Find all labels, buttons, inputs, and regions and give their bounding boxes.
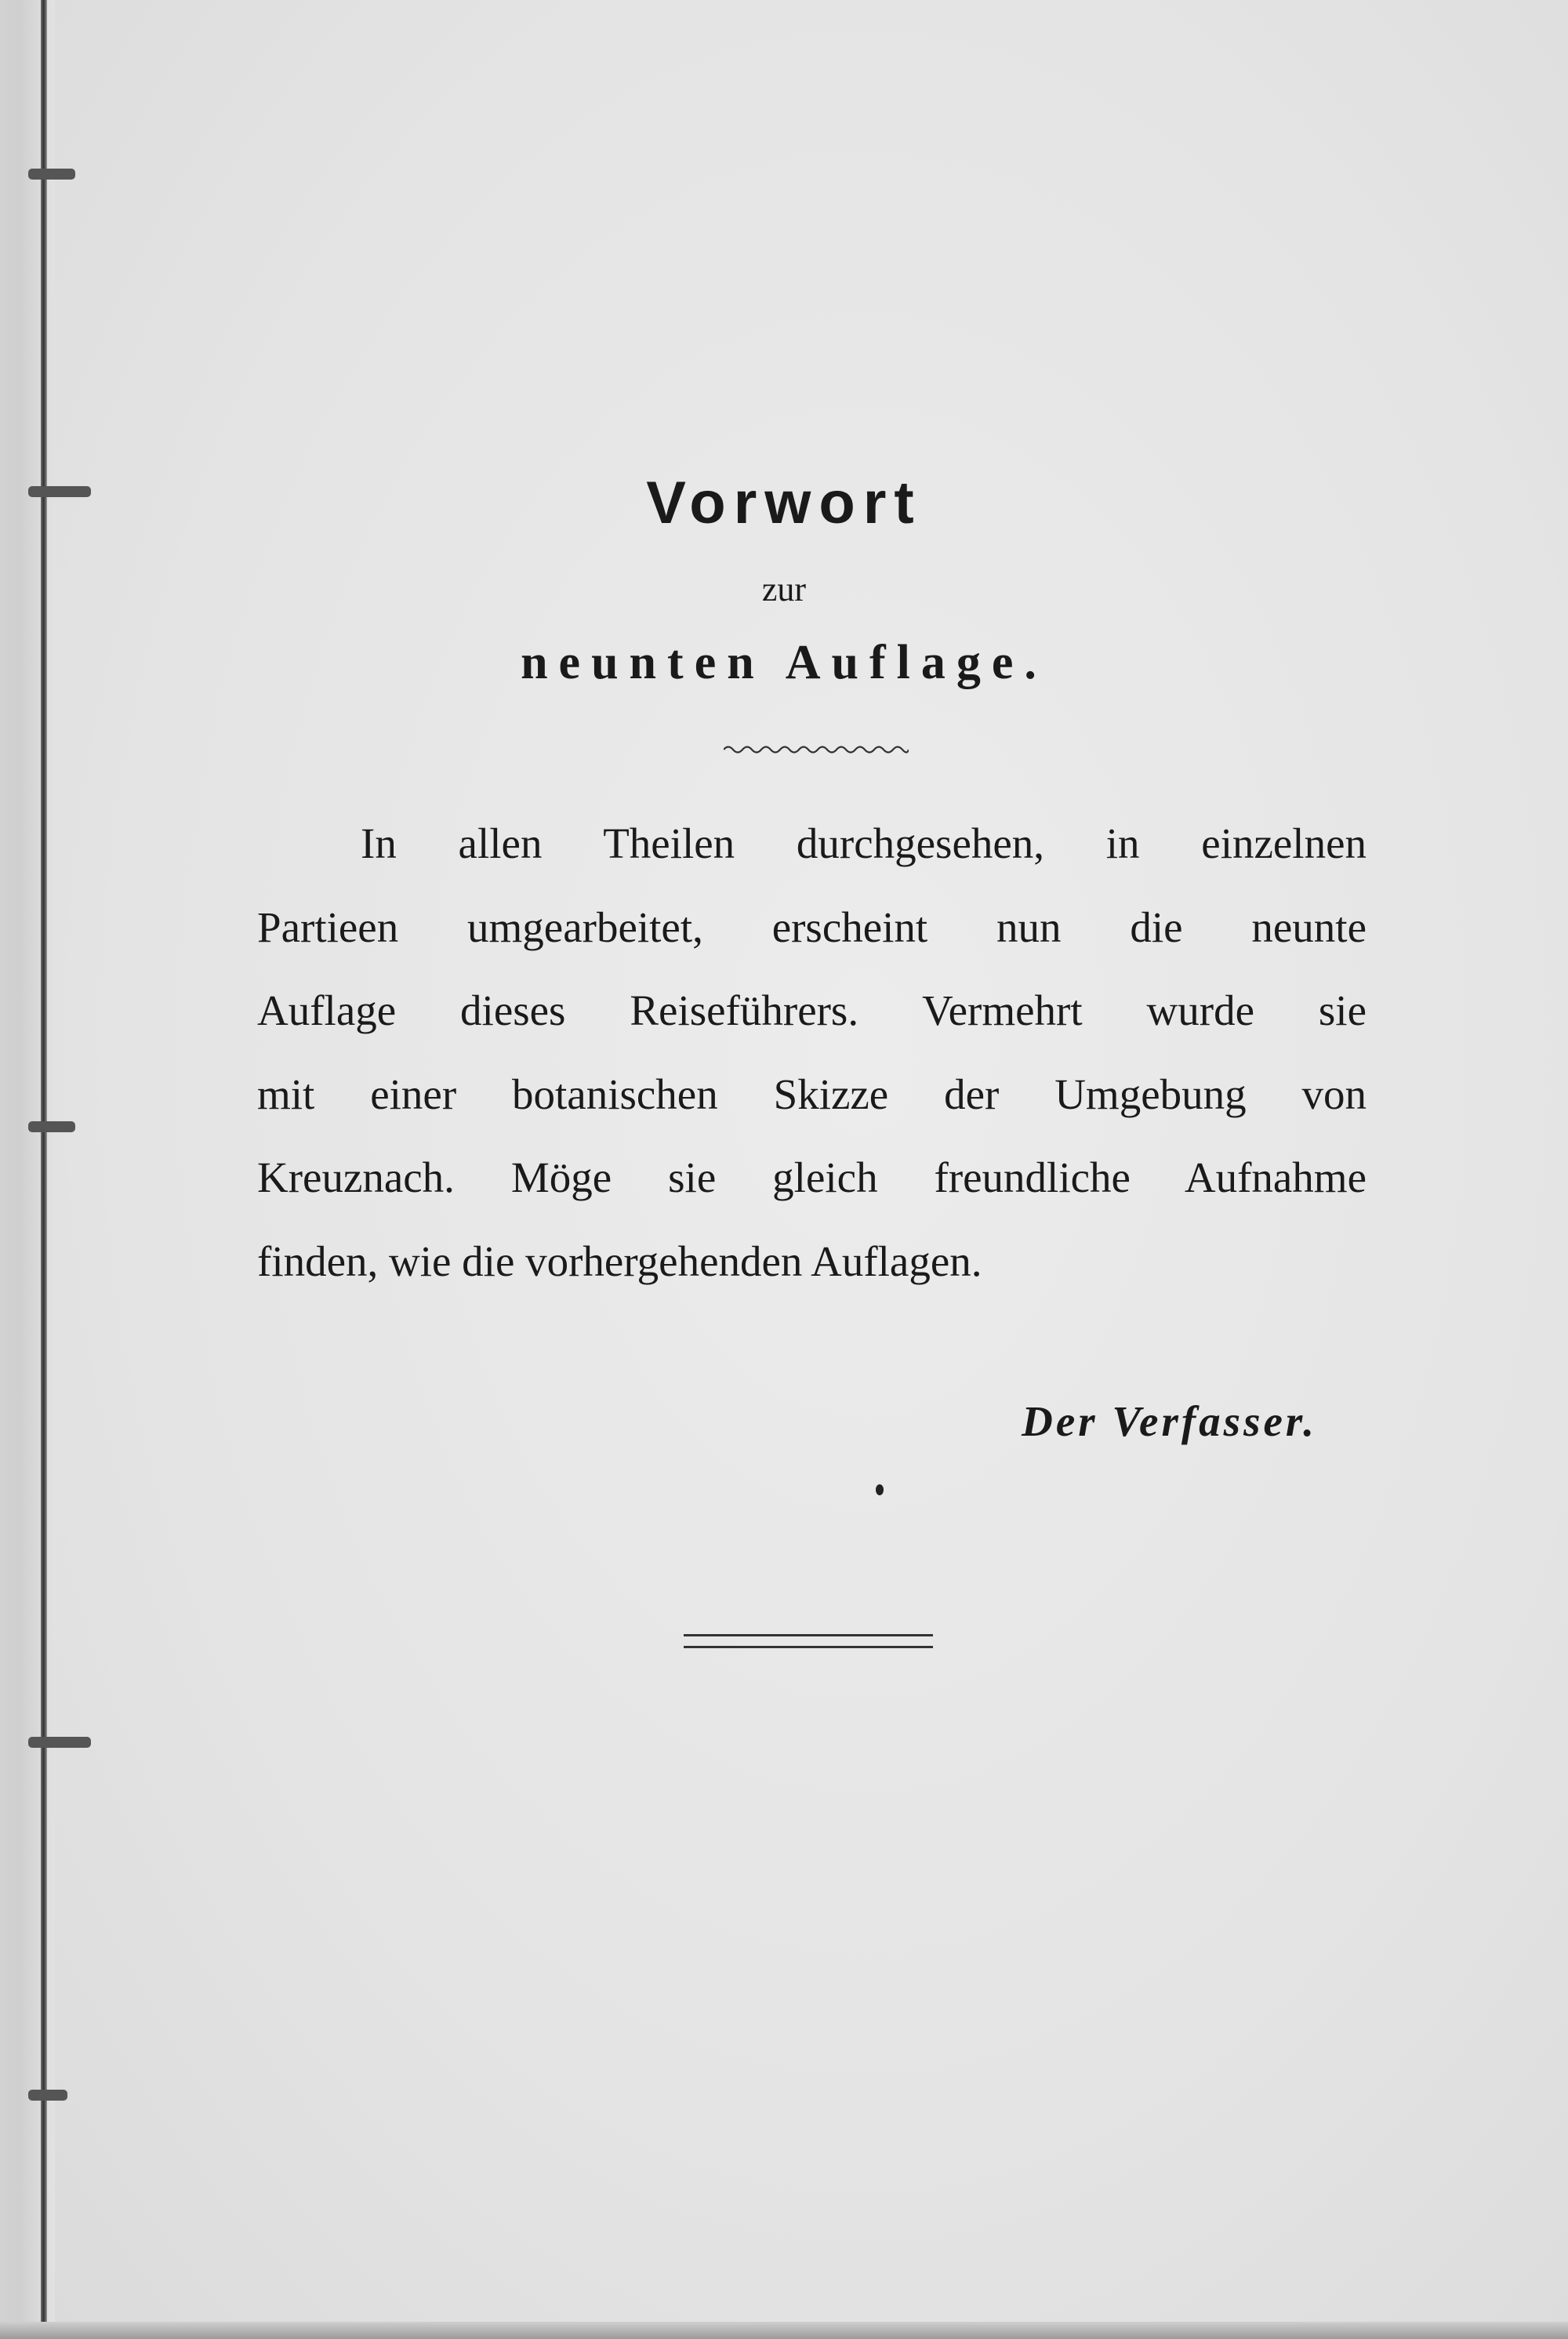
paragraph-line: In allen Theilen durchgesehen, in einzelnen	[361, 819, 1367, 867]
binding-stitch	[28, 1121, 75, 1132]
paragraph-line: finden, wie die vorhergehenden Auflagen.	[257, 1237, 982, 1285]
double-rule-divider	[684, 1634, 933, 1648]
page-bottom-edge	[0, 2322, 1568, 2339]
preface-paragraph	[257, 802, 1367, 1303]
author-signature: Der Verfasser.	[1022, 1397, 1317, 1445]
page-title: Vorwort	[646, 470, 922, 536]
wavy-divider	[724, 742, 909, 757]
paragraph-line: mit einer botanischen Skizze der Umgebung von	[257, 1070, 1367, 1118]
binding-stitch	[28, 169, 75, 180]
page-subtitle: neunten Auflage.	[521, 636, 1047, 689]
spine-edge	[41, 0, 47, 2339]
paragraph-line: Kreuznach. Möge sie gleich freundliche Aufnahme	[257, 1153, 1367, 1201]
ink-dot	[876, 1484, 884, 1495]
paragraph-line: Auflage dieses Reiseführers. Vermehrt wurde sie	[257, 986, 1367, 1034]
binding-stitch	[28, 2090, 67, 2101]
title-connector: zur	[761, 570, 807, 608]
paragraph-line: Partieen umgearbeitet, erscheint nun die neunte	[257, 903, 1367, 951]
binding-stitch	[28, 1737, 91, 1748]
